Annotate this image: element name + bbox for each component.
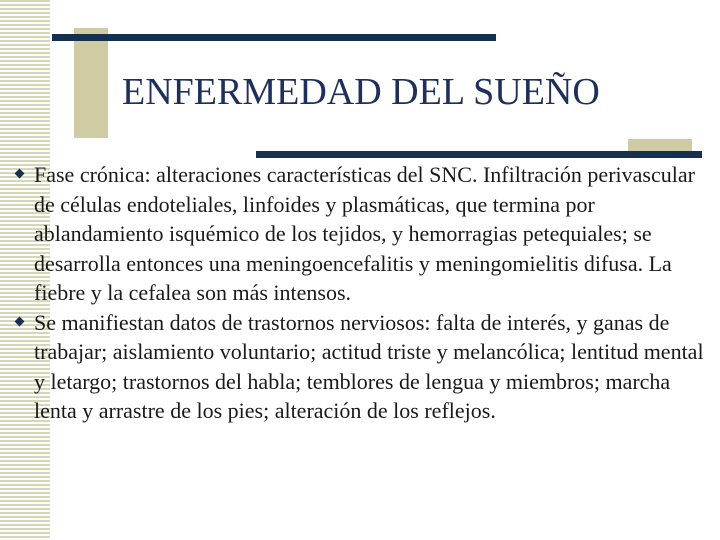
accent-block-left (74, 28, 108, 138)
bullet-item (14, 160, 704, 308)
bullet-text: Se manifiestan datos de trastornos nerviosos: falta de interés, y ganas de trabajar; aislamiento voluntario; actitud triste y melancólica; lentitud mental y letargo; trastornos del habla; temblores de lengua y miembros; marcha lenta y arrastre de los pies; alteración de los reflejos. (34, 309, 704, 423)
slide-title: ENFERMEDAD DEL SUEÑO (122, 71, 600, 113)
title-rule-bottom (256, 151, 702, 158)
diamond-bullet-icon (14, 308, 26, 338)
bullet-item (14, 308, 704, 426)
diamond-bullet-icon (14, 160, 26, 190)
bullet-list (14, 160, 704, 426)
bullet-text: Fase crónica: alteraciones características del SNC. Infiltración perivascular de células endoteliales, linfoides y plasmáticas, que termina por ablandamiento isquémico de los tejidos, y hemorragias petequiales; se desarrolla entonces una meningoencefalitis y meningomielitis difusa. La fiebre y la cefalea son más intensos. (34, 162, 695, 305)
title-rule-top (52, 34, 496, 41)
